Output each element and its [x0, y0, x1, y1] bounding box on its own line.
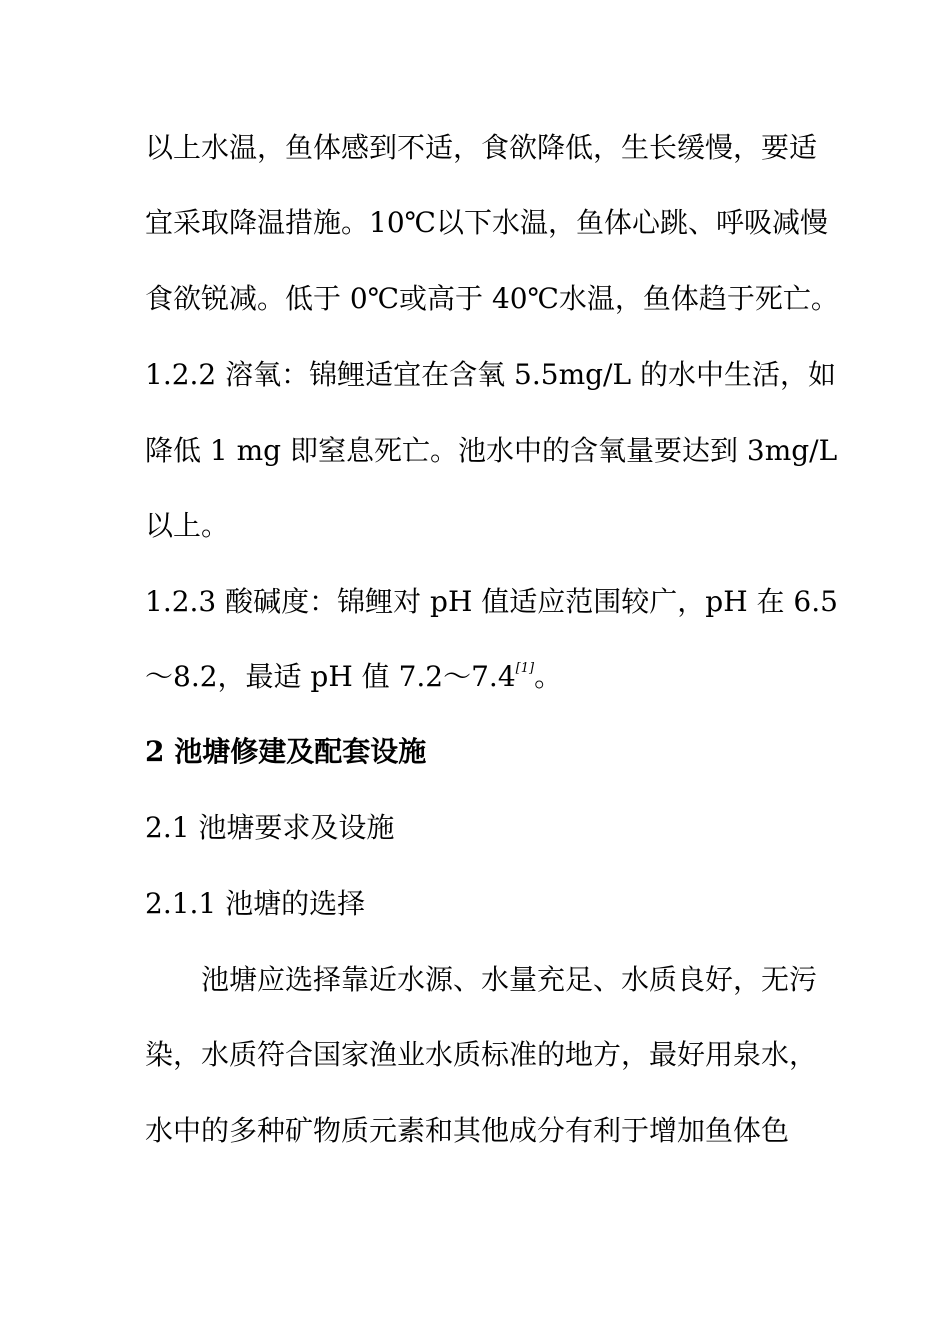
- paragraph-line: 以上。: [145, 509, 230, 542]
- paragraph-line: 1.2.2 溶氧：锦鲤适宜在含氧 5.5mg/L 的水中生活，如: [145, 358, 836, 391]
- paragraph-line: 降低 1 mg 即窒息死亡。池水中的含氧量要达到 3mg/L: [145, 434, 838, 467]
- subsubsection-heading: 2.1.1 池塘的选择: [145, 887, 366, 920]
- paragraph-line: 宜采取降温措施。10℃以下水温，鱼体心跳、呼吸减慢: [145, 206, 828, 239]
- paragraph-line: 食欲锐减。低于 0℃或高于 40℃水温，鱼体趋于死亡。: [145, 282, 839, 315]
- paragraph-line-with-citation: [145, 660, 562, 694]
- paragraph-text: ～8.2，最适 pH 值 7.2～7.4: [145, 660, 516, 693]
- paragraph-line: 以上水温，鱼体感到不适，食欲降低，生长缓慢，要适: [145, 131, 818, 164]
- paragraph-line: 1.2.3 酸碱度：锦鲤对 pH 值适应范围较广，pH 在 6.5: [145, 585, 838, 618]
- paragraph-line: 池塘应选择靠近水源、水量充足、水质良好，无污: [201, 963, 818, 996]
- paragraph-line: 染，水质符合国家渔业水质标准的地方，最好用泉水，: [145, 1038, 818, 1071]
- section-heading: 2 池塘修建及配套设施: [145, 735, 427, 768]
- subsection-heading: 2.1 池塘要求及设施: [145, 811, 395, 844]
- citation-superscript: [1]: [515, 661, 535, 676]
- sentence-end: 。: [534, 660, 563, 693]
- paragraph-line: 水中的多种矿物质元素和其他成分有利于增加鱼体色: [145, 1114, 790, 1147]
